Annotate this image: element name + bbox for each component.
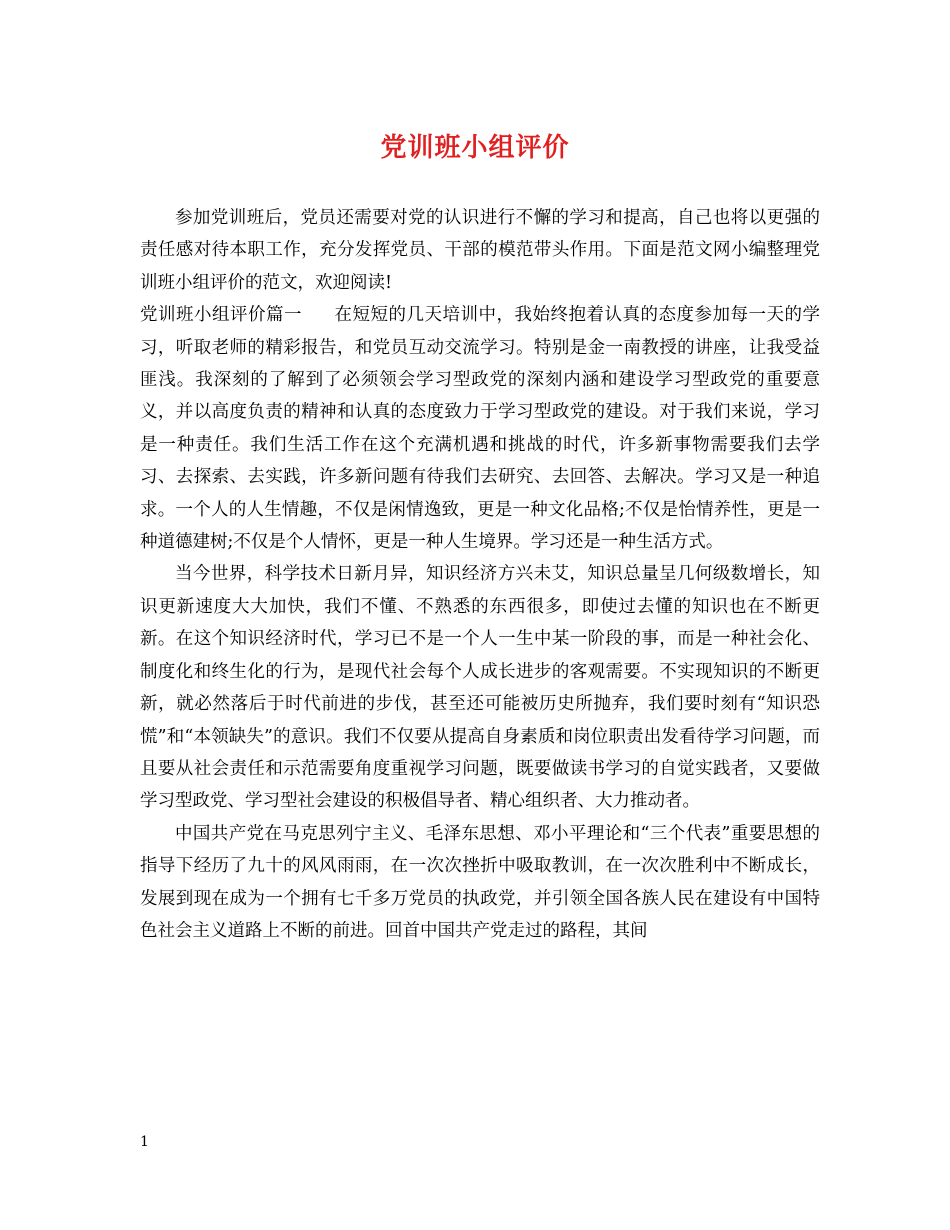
body-paragraph: 当今世界，科学技术日新月异，知识经济方兴未艾，知识总量呈几何级数增长，知识更新速度大大加快，我们不懂、不熟悉的东西很多，即使过去懂的知识也在不断更新。在这个知识经济时代，学习已不是一个人一生中某一阶段的事，而是一种社会化、制度化和终生化的行为，是现代社会每个人成长进步的客观需要。不实现知识的不断更新，就必然落后于时代前进的步伐，甚至还可能被历史所抛弃，我们要时刻有“知识恐慌”和“本领缺失”的意识。我们不仅要从提高自身素质和岗位职责出发看待学习问题，而且要从社会责任和示范需要角度重视学习问题，既要做读书学习的自觉实践者，又要做学习型政党、学习型社会建设的积极倡导者、精心组织者、大力推动者。: [140, 564, 820, 812]
section-text: 在短短的几天培训中，我始终抱着认真的态度参加每一天的学习，听取老师的精彩报告，和党员互动交流学习。特别是金一南教授的讲座，让我受益匪浅。我深刻的了解到了必须领会学习型政党的深刻内涵和建设学习型政党的重要意义，并以高度负责的精神和认真的态度致力于学习型政党的建设。对于我们来说，学习是一种责任。我们生活工作在这个充满机遇和挑战的时代，许多新事物需要我们去学习、去探索、去实践，许多新问题有待我们去研究、去回答、去解决。学习又是一种追求。一个人的人生情趣，不仅是闲情逸致，更是一种文化品格;不仅是怡情养性，更是一种道德建树;不仅是个人情怀，更是一种人生境界。学习还是一种生活方式。: [140, 305, 820, 553]
section-paragraph-1: [140, 299, 820, 558]
document-body: [140, 202, 820, 947]
page-number: 1: [140, 1134, 149, 1150]
document-title: 党训班小组评价: [380, 133, 570, 163]
intro-paragraph: 参加党训班后，党员还需要对党的认识进行不懈的学习和提高，自己也将以更强的责任感对待本职工作，充分发挥党员、干部的模范带头作用。下面是范文网小编整理党训班小组评价的范文，欢迎阅读!: [140, 208, 820, 293]
body-paragraph: 中国共产党在马克思列宁主义、毛泽东思想、邓小平理论和“三个代表”重要思想的指导下经历了九十的风风雨雨，在一次次挫折中吸取教训，在一次次胜利中不断成长，发展到现在成为一个拥有七千多万党员的执政党，并引领全国各族人民在建设有中国特色社会主义道路上不断的前进。回首中国共产党走过的路程，其间: [140, 823, 820, 941]
section-heading: 党训班小组评价篇一: [140, 305, 302, 326]
